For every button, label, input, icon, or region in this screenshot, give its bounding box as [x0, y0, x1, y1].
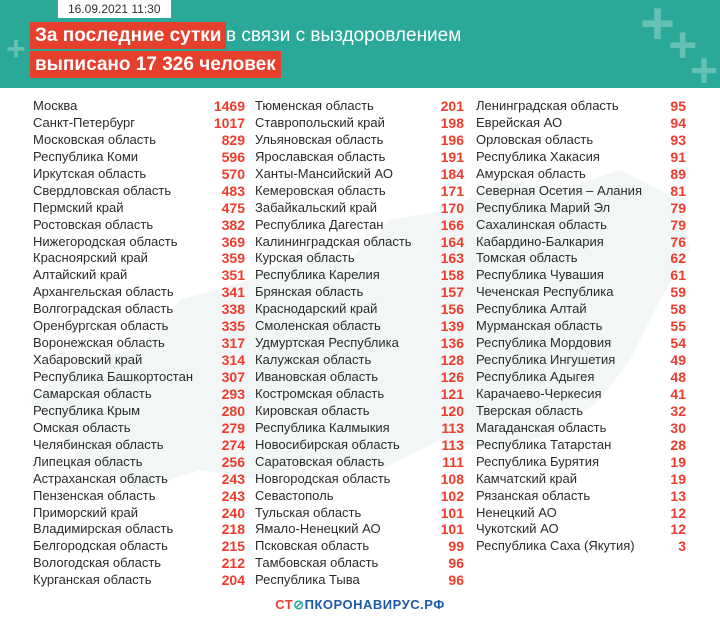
region-value: 157: [440, 284, 464, 301]
region-name: Камчатский край: [476, 470, 577, 486]
region-row: [255, 318, 464, 335]
region-value: 475: [221, 199, 245, 216]
region-value: 829: [221, 131, 245, 148]
region-name: Новгородская область: [255, 470, 391, 486]
region-name: Кабардино-Балкария: [476, 233, 604, 249]
region-name: Тюменская область: [255, 98, 374, 113]
region-row: [255, 200, 464, 217]
region-value: 293: [221, 385, 245, 402]
region-value: 158: [440, 267, 464, 284]
region-value: 243: [221, 470, 245, 487]
region-row: [33, 301, 245, 318]
region-name: Ивановская область: [255, 369, 378, 384]
region-value: 483: [221, 182, 245, 199]
region-row: [33, 505, 245, 522]
region-value: 96: [448, 572, 464, 589]
region-column-1: [33, 98, 245, 589]
region-value: 113: [441, 419, 464, 436]
region-row: [33, 386, 245, 403]
region-value: 76: [670, 233, 686, 250]
region-row: [255, 369, 464, 386]
site-logo: СТ⊘ПКОРОНАВИРУС.РФ: [275, 597, 445, 612]
region-name: Красноярский край: [33, 250, 148, 266]
region-name: Волгоградская область: [33, 301, 174, 317]
region-name: Хабаровский край: [33, 352, 143, 368]
region-name: Ростовская область: [33, 216, 154, 232]
region-column-2: [255, 98, 464, 589]
region-value: 198: [440, 114, 464, 131]
region-name: Чукотский АО: [476, 521, 559, 537]
region-name: Республика Крым: [33, 402, 141, 418]
region-value: 79: [670, 199, 686, 216]
region-value: 215: [221, 538, 245, 555]
region-value: 102: [440, 487, 464, 504]
region-name: Самарская область: [33, 385, 152, 401]
region-value: 48: [670, 369, 686, 385]
region-value: 139: [440, 318, 464, 335]
region-name: Республика Дагестан: [255, 216, 384, 232]
region-value: 41: [670, 385, 686, 402]
region-name: Воронежская область: [33, 335, 165, 351]
region-name: Краснодарский край: [255, 301, 378, 317]
region-name: Брянская область: [255, 284, 364, 300]
region-row: [476, 403, 686, 420]
region-value: 212: [221, 555, 245, 572]
region-value: 164: [440, 233, 464, 250]
region-name: Свердловская область: [33, 182, 172, 198]
region-value: 1017: [213, 114, 245, 131]
site-logo-icon: ⊘: [293, 597, 305, 612]
region-row: [255, 284, 464, 301]
region-name: Чеченская Республика: [476, 284, 614, 300]
region-value: 240: [221, 504, 245, 521]
region-row: [33, 250, 245, 267]
region-name: Смоленская область: [255, 318, 381, 334]
region-row: [476, 250, 686, 267]
region-row: [33, 488, 245, 505]
region-name: Амурская область: [476, 165, 586, 181]
region-name: Ульяновская область: [255, 131, 384, 147]
region-row: [476, 98, 686, 115]
region-name: Рязанская область: [476, 487, 591, 503]
region-value: 170: [440, 199, 464, 216]
region-row: [476, 437, 686, 454]
region-name: Республика Ингушетия: [476, 352, 616, 368]
region-name: Ярославская область: [255, 148, 386, 164]
region-value: 30: [670, 419, 686, 436]
region-name: Республика Саха (Якутия): [476, 538, 635, 554]
region-value: 136: [440, 335, 464, 352]
region-name: Республика Карелия: [255, 267, 380, 283]
region-row: [255, 149, 464, 166]
region-row: [33, 369, 245, 386]
region-name: Ставропольский край: [255, 114, 385, 130]
region-row: [255, 521, 464, 538]
region-name: Московская область: [33, 131, 157, 147]
region-value: 81: [670, 182, 686, 199]
region-name: Челябинская область: [33, 436, 164, 452]
region-name: Еврейская АО: [476, 114, 563, 130]
region-row: [33, 521, 245, 538]
region-name: Липецкая область: [33, 453, 143, 469]
region-row: [255, 335, 464, 352]
region-value: 12: [670, 521, 686, 538]
region-value: 359: [221, 250, 245, 267]
region-name: Тамбовская область: [255, 555, 379, 571]
region-value: 126: [440, 369, 464, 385]
region-value: 58: [670, 301, 686, 318]
region-row: [33, 200, 245, 217]
region-row: [476, 369, 686, 386]
header-banner: [0, 0, 720, 88]
region-row: [476, 267, 686, 284]
region-row: [255, 267, 464, 284]
region-name: Псковская область: [255, 538, 370, 554]
region-row: [476, 335, 686, 352]
region-name: Москва: [33, 98, 78, 113]
region-value: 166: [440, 216, 464, 233]
region-row: [33, 454, 245, 471]
region-value: 596: [221, 148, 245, 165]
region-value: 314: [221, 352, 245, 369]
region-row: [33, 115, 245, 132]
region-name: Ханты-Мансийский АО: [255, 165, 393, 181]
region-name: Курская область: [255, 250, 355, 266]
region-value: 382: [221, 216, 245, 233]
region-value: 96: [448, 555, 464, 572]
region-row: [33, 538, 245, 555]
region-row: [33, 352, 245, 369]
region-value: 62: [670, 250, 686, 267]
region-name: Республика Калмыкия: [255, 419, 390, 435]
region-value: 128: [440, 352, 464, 369]
region-value: 95: [670, 98, 686, 114]
region-row: [255, 505, 464, 522]
region-name: Белгородская область: [33, 538, 168, 554]
region-name: Пермский край: [33, 199, 124, 215]
region-name: Калининградская область: [255, 233, 412, 249]
region-name: Республика Чувашия: [476, 267, 604, 283]
region-value: 279: [221, 419, 245, 436]
region-name: Оренбургская область: [33, 318, 169, 334]
region-name: Ленинградская область: [476, 98, 619, 113]
region-value: 351: [221, 267, 245, 284]
region-name: Тульская область: [255, 504, 362, 520]
region-name: Новосибирская область: [255, 436, 400, 452]
region-row: [476, 471, 686, 488]
region-value: 163: [440, 250, 464, 267]
region-row: [476, 488, 686, 505]
region-value: 191: [440, 148, 464, 165]
region-row: [476, 217, 686, 234]
region-row: [476, 234, 686, 251]
region-name: Калужская область: [255, 352, 372, 368]
region-row: [33, 132, 245, 149]
region-value: 49: [670, 352, 686, 369]
region-name: Владимирская область: [33, 521, 174, 537]
region-name: Иркутская область: [33, 165, 147, 181]
region-row: [33, 335, 245, 352]
headline-rest: в связи с выздоровлением: [226, 25, 462, 46]
region-row: [255, 98, 464, 115]
region-name: Республика Мордовия: [476, 335, 612, 351]
region-value: 204: [221, 572, 245, 589]
region-row: [255, 183, 464, 200]
region-row: [255, 420, 464, 437]
region-row: [33, 267, 245, 284]
region-value: 121: [440, 385, 464, 402]
region-row: [476, 183, 686, 200]
region-row: [33, 437, 245, 454]
region-row: [255, 572, 464, 589]
headline-line2: [30, 51, 281, 78]
headline-highlight: За последние сутки: [30, 22, 226, 49]
region-value: 32: [670, 402, 686, 419]
region-row: [33, 149, 245, 166]
region-name: Омская область: [33, 419, 131, 435]
region-value: 335: [221, 318, 245, 335]
region-name: Ямало-Ненецкий АО: [255, 521, 381, 537]
region-row: [476, 318, 686, 335]
region-row: [255, 471, 464, 488]
region-row: [33, 217, 245, 234]
region-name: Магаданская область: [476, 419, 607, 435]
region-value: 156: [440, 301, 464, 318]
region-name: Орловская область: [476, 131, 594, 147]
date-label: 16.09.2021 11:30: [58, 0, 171, 18]
region-value: 171: [440, 182, 464, 199]
region-value: 274: [221, 436, 245, 453]
region-row: [33, 318, 245, 335]
region-row: [33, 234, 245, 251]
region-name: Республика Адыгея: [476, 369, 595, 384]
region-value: 201: [440, 98, 464, 114]
region-name: Санкт-Петербург: [33, 114, 135, 130]
region-value: 101: [440, 504, 464, 521]
region-row: [33, 555, 245, 572]
region-row: [476, 115, 686, 132]
discharged-suffix: человек: [199, 54, 276, 75]
region-value: 338: [221, 301, 245, 318]
region-value: 3: [678, 538, 686, 555]
region-row: [33, 420, 245, 437]
region-name: Республика Бурятия: [476, 453, 600, 469]
region-name: Республика Марий Эл: [476, 199, 611, 215]
region-value: 59: [670, 284, 686, 301]
region-name: Республика Тыва: [255, 572, 360, 588]
region-value: 108: [440, 470, 464, 487]
region-name: Костромская область: [255, 385, 385, 401]
region-name: Северная Осетия – Алания: [476, 182, 642, 198]
discharged-prefix: выписано: [35, 54, 131, 75]
region-row: [255, 386, 464, 403]
region-value: 89: [670, 165, 686, 182]
region-row: [33, 403, 245, 420]
region-row: [33, 183, 245, 200]
region-row: [33, 471, 245, 488]
region-row: [476, 301, 686, 318]
region-row: [255, 301, 464, 318]
region-name: Приморский край: [33, 504, 138, 520]
region-row: [255, 217, 464, 234]
region-row: [33, 284, 245, 301]
region-name: Сахалинская область: [476, 216, 607, 232]
region-row: [476, 132, 686, 149]
region-name: Мурманская область: [476, 318, 603, 334]
region-row: [476, 386, 686, 403]
region-row: [255, 352, 464, 369]
region-value: 28: [670, 436, 686, 453]
region-value: 196: [440, 131, 464, 148]
region-value: 570: [221, 165, 245, 182]
region-row: [476, 521, 686, 538]
region-name: Вологодская область: [33, 555, 162, 571]
region-row: [476, 284, 686, 301]
region-name: Севастополь: [255, 487, 334, 503]
region-value: 307: [221, 369, 245, 385]
region-name: Тверская область: [476, 402, 584, 418]
region-value: 79: [670, 216, 686, 233]
region-value: 111: [442, 453, 464, 470]
region-value: 101: [440, 521, 464, 538]
region-name: Кировская область: [255, 402, 370, 418]
region-row: [255, 454, 464, 471]
region-row: [476, 352, 686, 369]
region-row: [255, 234, 464, 251]
region-row: [476, 166, 686, 183]
region-name: Республика Коми: [33, 148, 139, 164]
region-value: 113: [441, 436, 464, 453]
region-name: Республика Татарстан: [476, 436, 612, 452]
region-name: Забайкальский край: [255, 199, 378, 215]
region-value: 54: [670, 335, 686, 352]
region-row: [255, 166, 464, 183]
region-value: 61: [670, 267, 686, 284]
region-name: Курганская область: [33, 572, 152, 588]
region-value: 99: [448, 538, 464, 555]
region-row: [255, 250, 464, 267]
discharged-count: 17 326: [135, 54, 194, 75]
region-name: Республика Хакасия: [476, 148, 600, 164]
region-value: 1469: [213, 98, 245, 114]
region-name: Томская область: [476, 250, 578, 266]
region-name: Алтайский край: [33, 267, 128, 283]
plus-icon: +: [640, 0, 676, 57]
region-row: [255, 555, 464, 572]
region-row: [255, 403, 464, 420]
region-value: 243: [221, 487, 245, 504]
region-row: [255, 115, 464, 132]
region-name: Карачаево-Черкесия: [476, 385, 602, 401]
region-row: [476, 200, 686, 217]
region-value: 94: [670, 114, 686, 131]
region-name: Саратовская область: [255, 453, 385, 469]
region-row: [255, 488, 464, 505]
region-row: [476, 420, 686, 437]
region-name: Кемеровская область: [255, 182, 386, 198]
region-name: Республика Алтай: [476, 301, 587, 317]
region-value: 12: [670, 504, 686, 521]
plus-icon: +: [690, 45, 719, 88]
region-name: Астраханская область: [33, 470, 168, 486]
region-value: 13: [670, 487, 686, 504]
region-name: Ненецкий АО: [476, 504, 557, 520]
region-value: 91: [670, 148, 686, 165]
region-name: Нижегородская область: [33, 233, 178, 249]
region-name: Пензенская область: [33, 487, 156, 503]
region-row: [476, 505, 686, 522]
region-row: [255, 437, 464, 454]
region-value: 19: [670, 453, 686, 470]
region-row: [476, 454, 686, 471]
region-value: 256: [221, 453, 245, 470]
region-value: 184: [440, 165, 464, 182]
region-name: Республика Башкортостан: [33, 369, 193, 384]
region-row: [33, 166, 245, 183]
region-column-3: [476, 98, 686, 555]
region-row: [33, 572, 245, 589]
region-value: 317: [221, 335, 245, 352]
region-value: 341: [221, 284, 245, 301]
plus-icon: +: [668, 17, 698, 73]
region-value: 120: [440, 402, 464, 419]
region-value: 369: [221, 233, 245, 250]
region-value: 280: [221, 402, 245, 419]
region-value: 55: [670, 318, 686, 335]
region-name: Удмуртская Республика: [255, 335, 399, 351]
plus-icon: +: [6, 30, 26, 68]
region-name: Архангельская область: [33, 284, 174, 300]
region-row: [255, 132, 464, 149]
region-value: 93: [670, 131, 686, 148]
region-row: [33, 98, 245, 115]
region-row: [476, 538, 686, 555]
region-value: 19: [670, 470, 686, 487]
region-row: [255, 538, 464, 555]
region-value: 218: [221, 521, 245, 538]
region-row: [476, 149, 686, 166]
